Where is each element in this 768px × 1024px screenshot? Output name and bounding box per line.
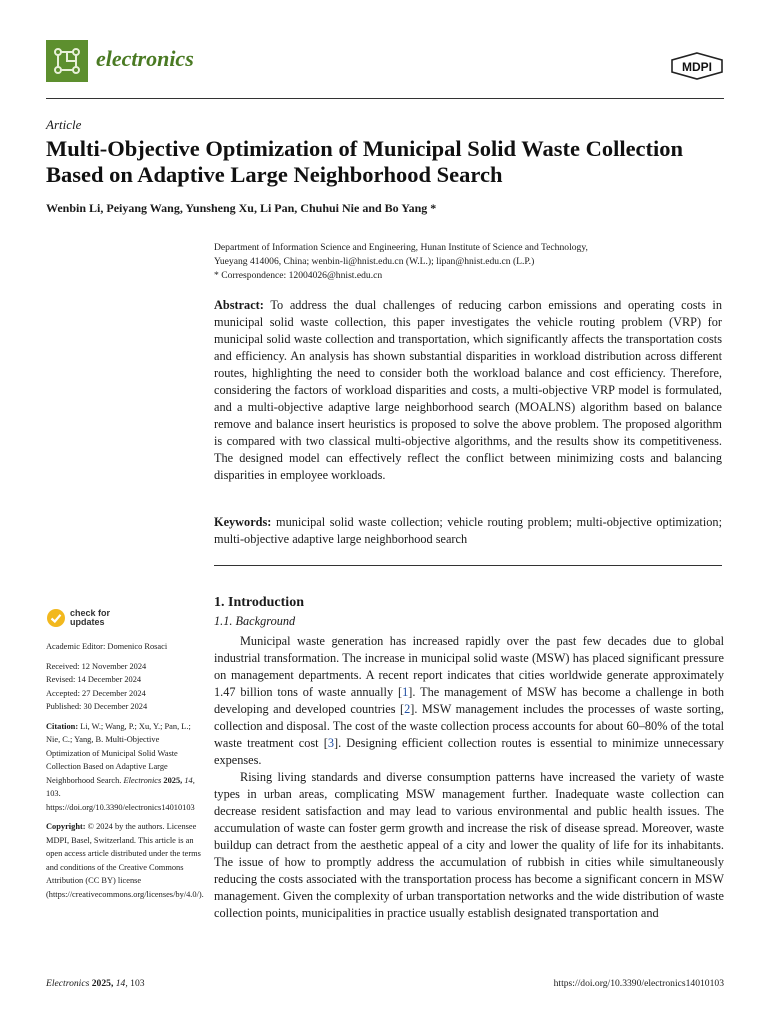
abstract-text: To address the dual challenges of reducing carbon emissions and operating costs in municipal solid waste collection, this paper investigates the vehicle routing problem (VRP) for municipal solid waste collection and transportation, which significantly affects the transportation costs and efficiency. An analysis has shown substantial disparities in workload distribution across different routes, highlighting the need to consider both the workload balance and cost efficiency. Therefore, considering the factors of workload disparities and costs, a multi-objective VRP model is formulated, and a multi-objective adaptive large neighborhood search (MOALNS) algorithm based on balance remove and balance insert heuristics is proposed to solve the above problem. The proposed algorithm is compared with two classical multi-objective algorithms, and the results show its competitiveness. The designed model can effectively reflect the conflict between minimizing costs and balancing disparities in employee workloads. xyxy=(214,298,722,482)
reference-link[interactable]: 3 xyxy=(327,736,334,750)
published-date: Published: 30 December 2024 xyxy=(46,702,148,711)
check-updates-line-1: check for xyxy=(70,608,111,618)
citation xyxy=(46,720,204,815)
abstract-label: Abstract: xyxy=(214,298,264,312)
sidebar-metadata xyxy=(46,608,204,901)
article-title: Multi-Objective Optimization of Municipal Solid Waste Collection Based on Adaptive Large Neighborhood Search xyxy=(46,136,684,187)
copyright-label: Copyright: xyxy=(46,822,86,831)
paragraph-1: Municipal waste generation has increased rapidly over the past few decades due to global industrial transformation. The increase in municipal solid waste (MSW) has placed significant pressure on management departments. A recent report indicates that cities worldwide generate approximately 1.47 billion tons of waste annually [1]. The management of MSW has become a challenge in both developing and developed countries [2]. MSW management includes the processes of waste sorting, collection and disposal. The cost of the waste collection process accounts for about 60–80% of the total waste treatment cost [3]. Designing efficient collection routes is essential to minimize unnecessary expenses. xyxy=(214,634,725,767)
affiliation-line-1: Department of Information Science and Engineering, Hunan Institute of Science and Technology, xyxy=(214,242,588,253)
svg-text:MDPI: MDPI xyxy=(682,60,712,74)
keywords-label: Keywords: xyxy=(214,515,272,529)
academic-editor: Academic Editor: Domenico Rosaci xyxy=(46,642,168,651)
journal-name: electronics xyxy=(96,46,194,71)
header-divider xyxy=(46,98,724,99)
citation-doi[interactable]: 103. https://doi.org/10.3390/electronics14010103 xyxy=(46,789,195,812)
citation-text: Li, W.; Wang, P.; Xu, Y.; Pan, L.; Nie, C.; Yang, B. Multi-Objective Optimization of Municipal Solid Waste Collection Based on Adaptive Large Neighborhood Search. xyxy=(46,721,191,785)
affiliation xyxy=(214,241,724,283)
mdpi-logo xyxy=(670,52,724,80)
journal-header xyxy=(46,40,724,98)
citation-journal: Electronics xyxy=(123,775,162,785)
paragraph-2: Rising living standards and diverse consumption patterns have increased the variety of waste types in urban areas, complicating MSW management further. Inadequate waste collection can decrease resident satisfaction and may lead to various environmental and public health issues. The accumulation of waste can foster germ growth and increase the risk of disease spread. Moreover, waste buildup can detract from the aesthetic appeal of a city and lower the quality of life for its inhabitants. The issue of how to promptly address the accumulation of rubbish in cities while simultaneously reducing the costs associated with the transportation process has become a significant concern in MSW management. Given the complexity of urban transportation networks and the wide distribution of waste collection points, municipalities in practice usually establish designated transportation and xyxy=(214,770,724,920)
accepted-date: Accepted: 27 December 2024 xyxy=(46,688,146,698)
footer-citation: Electronics 2025, 14, 103 xyxy=(46,978,145,989)
received-date: Received: 12 November 2024 xyxy=(46,661,147,671)
copyright xyxy=(46,820,204,901)
citation-year: 2025, xyxy=(163,775,183,785)
journal-logo-icon xyxy=(46,40,88,82)
abstract xyxy=(214,297,722,484)
copyright-text: © 2024 by the authors. Licensee MDPI, Basel, Switzerland. This article is an open access article distributed under the terms and conditions of the Creative Commons Attribution (CC BY) license (https://creativecommons.org/licenses/by/4.0/). xyxy=(46,822,204,899)
revised-date: Revised: 14 December 2024 xyxy=(46,675,142,684)
reference-link[interactable]: 1 xyxy=(402,685,409,699)
check-updates-icon xyxy=(46,608,66,628)
correspondence: * Correspondence: 12004026@hnist.edu.cn xyxy=(214,270,383,281)
article-type: Article xyxy=(46,117,82,132)
check-for-updates-button[interactable] xyxy=(46,608,204,628)
section-divider xyxy=(214,565,722,566)
affiliation-line-2: Yueyang 414006, China; wenbin-li@hnist.edu.cn (W.L.); lipan@hnist.edu.cn (L.P.) xyxy=(214,256,535,267)
citation-label: Citation: xyxy=(46,721,79,731)
citation-volume: 14, xyxy=(184,775,195,785)
keywords-text: municipal solid waste collection; vehicle routing problem; multi-objective optimization; multi-objective adaptive large neighborhood search xyxy=(214,515,722,546)
keywords xyxy=(214,514,722,548)
introduction-section xyxy=(214,595,724,922)
footer-doi-link[interactable]: https://doi.org/10.3390/electronics14010103 xyxy=(553,978,724,989)
article-authors: Wenbin Li, Peiyang Wang, Yunsheng Xu, Li Pan, Chuhui Nie and Bo Yang * xyxy=(46,201,437,215)
section-heading: 1. Introduction xyxy=(214,595,304,610)
subsection-heading: 1.1. Background xyxy=(214,614,296,628)
reference-link[interactable]: 2 xyxy=(404,702,411,716)
check-updates-line-2: updates xyxy=(70,617,105,627)
